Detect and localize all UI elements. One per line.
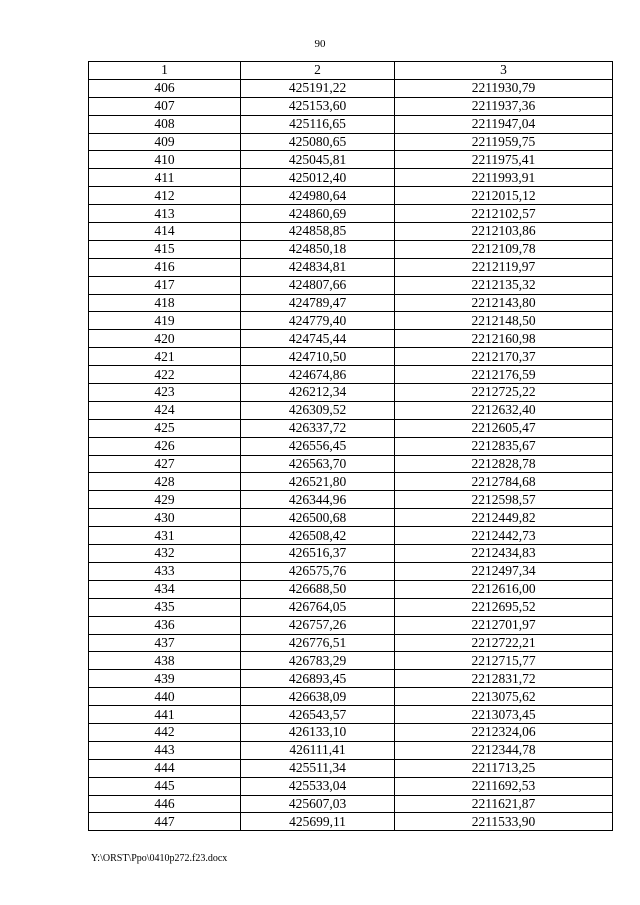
table-row <box>89 688 613 706</box>
point-number-cell: 420 <box>89 330 241 348</box>
table-row <box>89 509 613 527</box>
table-row <box>89 473 613 491</box>
x-coordinate-cell: 426638,09 <box>241 688 395 706</box>
table-row <box>89 330 613 348</box>
point-number-cell: 433 <box>89 562 241 580</box>
table-row <box>89 777 613 795</box>
x-coordinate-cell: 426556,45 <box>241 437 395 455</box>
point-number-cell: 427 <box>89 455 241 473</box>
point-number-cell: 412 <box>89 187 241 205</box>
y-coordinate-cell: 2212632,40 <box>395 401 613 419</box>
x-coordinate-cell: 425607,03 <box>241 795 395 813</box>
y-coordinate-cell: 2212170,37 <box>395 348 613 366</box>
x-coordinate-cell: 426563,70 <box>241 455 395 473</box>
point-number-cell: 438 <box>89 652 241 670</box>
table-row <box>89 151 613 169</box>
x-coordinate-cell: 425116,65 <box>241 115 395 133</box>
table-row <box>89 223 613 241</box>
x-coordinate-cell: 425533,04 <box>241 777 395 795</box>
table-row <box>89 384 613 402</box>
y-coordinate-cell: 2212701,97 <box>395 616 613 634</box>
x-coordinate-cell: 425045,81 <box>241 151 395 169</box>
table-header-row <box>89 62 613 80</box>
x-coordinate-cell: 424980,64 <box>241 187 395 205</box>
x-coordinate-cell: 424858,85 <box>241 223 395 241</box>
x-coordinate-cell: 424860,69 <box>241 205 395 223</box>
y-coordinate-cell: 2211692,53 <box>395 777 613 795</box>
y-coordinate-cell: 2212605,47 <box>395 419 613 437</box>
y-coordinate-cell: 2211930,79 <box>395 79 613 97</box>
point-number-cell: 417 <box>89 276 241 294</box>
point-number-cell: 443 <box>89 741 241 759</box>
y-coordinate-cell: 2212148,50 <box>395 312 613 330</box>
footer-file-path: Y:\ORST\Ppo\0410p272.f23.docx <box>91 853 228 864</box>
column-header-3: 3 <box>395 62 613 80</box>
x-coordinate-cell: 424789,47 <box>241 294 395 312</box>
table-row <box>89 545 613 563</box>
y-coordinate-cell: 2211937,36 <box>395 97 613 115</box>
table-row <box>89 723 613 741</box>
table-row <box>89 294 613 312</box>
y-coordinate-cell: 2212497,34 <box>395 562 613 580</box>
point-number-cell: 431 <box>89 527 241 545</box>
table-row <box>89 348 613 366</box>
table-row <box>89 169 613 187</box>
x-coordinate-cell: 426337,72 <box>241 419 395 437</box>
x-coordinate-cell: 424834,81 <box>241 258 395 276</box>
point-number-cell: 426 <box>89 437 241 455</box>
table-row <box>89 795 613 813</box>
y-coordinate-cell: 2212835,67 <box>395 437 613 455</box>
table-body <box>89 79 613 830</box>
x-coordinate-cell: 426508,42 <box>241 527 395 545</box>
y-coordinate-cell: 2212143,80 <box>395 294 613 312</box>
y-coordinate-cell: 2212784,68 <box>395 473 613 491</box>
table-row <box>89 706 613 724</box>
x-coordinate-cell: 424807,66 <box>241 276 395 294</box>
y-coordinate-cell: 2212725,22 <box>395 384 613 402</box>
table-row <box>89 312 613 330</box>
point-number-cell: 432 <box>89 545 241 563</box>
x-coordinate-cell: 426783,29 <box>241 652 395 670</box>
point-number-cell: 440 <box>89 688 241 706</box>
x-coordinate-cell: 424710,50 <box>241 348 395 366</box>
x-coordinate-cell: 424850,18 <box>241 240 395 258</box>
point-number-cell: 418 <box>89 294 241 312</box>
y-coordinate-cell: 2212449,82 <box>395 509 613 527</box>
x-coordinate-cell: 424745,44 <box>241 330 395 348</box>
x-coordinate-cell: 426543,57 <box>241 706 395 724</box>
table-row <box>89 634 613 652</box>
table-row <box>89 133 613 151</box>
x-coordinate-cell: 426893,45 <box>241 670 395 688</box>
x-coordinate-cell: 424674,86 <box>241 366 395 384</box>
table-header <box>89 62 613 80</box>
point-number-cell: 444 <box>89 759 241 777</box>
point-number-cell: 445 <box>89 777 241 795</box>
point-number-cell: 419 <box>89 312 241 330</box>
point-number-cell: 413 <box>89 205 241 223</box>
point-number-cell: 415 <box>89 240 241 258</box>
y-coordinate-cell: 2212598,57 <box>395 491 613 509</box>
point-number-cell: 425 <box>89 419 241 437</box>
point-number-cell: 441 <box>89 706 241 724</box>
y-coordinate-cell: 2212119,97 <box>395 258 613 276</box>
point-number-cell: 423 <box>89 384 241 402</box>
x-coordinate-cell: 426500,68 <box>241 509 395 527</box>
table-row <box>89 419 613 437</box>
x-coordinate-cell: 426212,34 <box>241 384 395 402</box>
point-number-cell: 407 <box>89 97 241 115</box>
y-coordinate-cell: 2212109,78 <box>395 240 613 258</box>
point-number-cell: 439 <box>89 670 241 688</box>
point-number-cell: 409 <box>89 133 241 151</box>
coordinates-table <box>88 61 613 831</box>
point-number-cell: 408 <box>89 115 241 133</box>
x-coordinate-cell: 426776,51 <box>241 634 395 652</box>
y-coordinate-cell: 2213075,62 <box>395 688 613 706</box>
x-coordinate-cell: 426133,10 <box>241 723 395 741</box>
table-row <box>89 455 613 473</box>
point-number-cell: 430 <box>89 509 241 527</box>
x-coordinate-cell: 425012,40 <box>241 169 395 187</box>
page-number: 90 <box>314 38 326 50</box>
y-coordinate-cell: 2212176,59 <box>395 366 613 384</box>
table-row <box>89 97 613 115</box>
y-coordinate-cell: 2211975,41 <box>395 151 613 169</box>
point-number-cell: 411 <box>89 169 241 187</box>
y-coordinate-cell: 2212015,12 <box>395 187 613 205</box>
point-number-cell: 446 <box>89 795 241 813</box>
point-number-cell: 416 <box>89 258 241 276</box>
column-header-2: 2 <box>241 62 395 80</box>
y-coordinate-cell: 2211947,04 <box>395 115 613 133</box>
y-coordinate-cell: 2212324,06 <box>395 723 613 741</box>
table-row <box>89 670 613 688</box>
x-coordinate-cell: 425699,11 <box>241 813 395 831</box>
x-coordinate-cell: 425080,65 <box>241 133 395 151</box>
y-coordinate-cell: 2211993,91 <box>395 169 613 187</box>
table-row <box>89 240 613 258</box>
table-row <box>89 276 613 294</box>
table-row <box>89 366 613 384</box>
table-row <box>89 79 613 97</box>
y-coordinate-cell: 2212434,83 <box>395 545 613 563</box>
y-coordinate-cell: 2212442,73 <box>395 527 613 545</box>
table-row <box>89 115 613 133</box>
x-coordinate-cell: 426575,76 <box>241 562 395 580</box>
y-coordinate-cell: 2212103,86 <box>395 223 613 241</box>
point-number-cell: 434 <box>89 580 241 598</box>
table-row <box>89 205 613 223</box>
point-number-cell: 436 <box>89 616 241 634</box>
table-row <box>89 759 613 777</box>
table-row <box>89 401 613 419</box>
x-coordinate-cell: 426516,37 <box>241 545 395 563</box>
point-number-cell: 428 <box>89 473 241 491</box>
point-number-cell: 442 <box>89 723 241 741</box>
y-coordinate-cell: 2212828,78 <box>395 455 613 473</box>
y-coordinate-cell: 2212722,21 <box>395 634 613 652</box>
y-coordinate-cell: 2212160,98 <box>395 330 613 348</box>
y-coordinate-cell: 2212715,77 <box>395 652 613 670</box>
table-row <box>89 527 613 545</box>
point-number-cell: 406 <box>89 79 241 97</box>
table-row <box>89 491 613 509</box>
y-coordinate-cell: 2211533,90 <box>395 813 613 831</box>
table-row <box>89 598 613 616</box>
y-coordinate-cell: 2211621,87 <box>395 795 613 813</box>
point-number-cell: 424 <box>89 401 241 419</box>
table-row <box>89 437 613 455</box>
point-number-cell: 437 <box>89 634 241 652</box>
table-row <box>89 813 613 831</box>
x-coordinate-cell: 425153,60 <box>241 97 395 115</box>
x-coordinate-cell: 426309,52 <box>241 401 395 419</box>
x-coordinate-cell: 426344,96 <box>241 491 395 509</box>
point-number-cell: 410 <box>89 151 241 169</box>
y-coordinate-cell: 2212695,52 <box>395 598 613 616</box>
y-coordinate-cell: 2212616,00 <box>395 580 613 598</box>
y-coordinate-cell: 2213073,45 <box>395 706 613 724</box>
x-coordinate-cell: 426111,41 <box>241 741 395 759</box>
point-number-cell: 422 <box>89 366 241 384</box>
table-row <box>89 652 613 670</box>
x-coordinate-cell: 426521,80 <box>241 473 395 491</box>
y-coordinate-cell: 2211959,75 <box>395 133 613 151</box>
y-coordinate-cell: 2212831,72 <box>395 670 613 688</box>
x-coordinate-cell: 425511,34 <box>241 759 395 777</box>
point-number-cell: 429 <box>89 491 241 509</box>
column-header-1: 1 <box>89 62 241 80</box>
table-row <box>89 258 613 276</box>
table-row <box>89 741 613 759</box>
point-number-cell: 447 <box>89 813 241 831</box>
x-coordinate-cell: 426688,50 <box>241 580 395 598</box>
y-coordinate-cell: 2211713,25 <box>395 759 613 777</box>
y-coordinate-cell: 2212135,32 <box>395 276 613 294</box>
x-coordinate-cell: 425191,22 <box>241 79 395 97</box>
x-coordinate-cell: 426757,26 <box>241 616 395 634</box>
table-row <box>89 616 613 634</box>
y-coordinate-cell: 2212102,57 <box>395 205 613 223</box>
point-number-cell: 435 <box>89 598 241 616</box>
x-coordinate-cell: 424779,40 <box>241 312 395 330</box>
point-number-cell: 421 <box>89 348 241 366</box>
table-row <box>89 580 613 598</box>
table-row <box>89 187 613 205</box>
x-coordinate-cell: 426764,05 <box>241 598 395 616</box>
y-coordinate-cell: 2212344,78 <box>395 741 613 759</box>
point-number-cell: 414 <box>89 223 241 241</box>
table-row <box>89 562 613 580</box>
